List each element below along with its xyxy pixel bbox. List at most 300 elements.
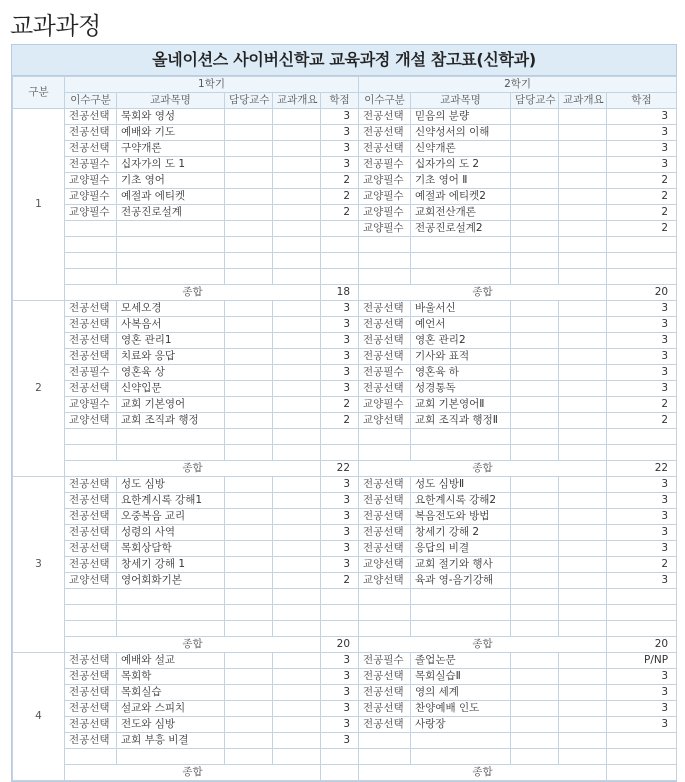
header-column: 이수구분 — [65, 93, 117, 109]
subject-name: 목회상담학 — [121, 542, 172, 554]
sem1-overview — [273, 173, 321, 189]
sem2-credits: P/NP — [607, 653, 677, 669]
sem2-overview — [559, 717, 607, 733]
sem1-credits — [321, 221, 359, 237]
category-name: 전공필수 — [363, 366, 404, 378]
table-row — [13, 141, 677, 157]
table-row — [13, 221, 677, 237]
sem1-professor — [225, 365, 273, 381]
sem2-category — [359, 605, 411, 621]
sem2-professor — [511, 429, 559, 445]
category-name: 전공선택 — [69, 526, 110, 538]
subject-name: 신약입문 — [121, 382, 162, 394]
group-label: 1 — [13, 109, 65, 301]
table-row — [13, 605, 677, 621]
sem2-overview — [559, 221, 607, 237]
sem1-category — [65, 573, 117, 589]
sem1-credits — [321, 445, 359, 461]
sem2-professor — [511, 397, 559, 413]
sem1-professor — [225, 701, 273, 717]
sem1-subject — [117, 173, 225, 189]
sem1-category — [65, 429, 117, 445]
sem2-professor — [511, 365, 559, 381]
sem2-credits: 3 — [607, 717, 677, 733]
sem2-overview — [559, 733, 607, 749]
category-name: 전공선택 — [69, 110, 110, 122]
sem2-professor — [511, 301, 559, 317]
sem2-professor — [511, 237, 559, 253]
sem1-overview — [273, 365, 321, 381]
sem1-subject — [117, 541, 225, 557]
sem1-overview — [273, 109, 321, 125]
sem2-professor — [511, 669, 559, 685]
sem1-professor — [225, 301, 273, 317]
subject-name: 믿음의 분량 — [415, 110, 470, 122]
table-row — [13, 157, 677, 173]
sem2-professor — [511, 173, 559, 189]
sem2-professor — [511, 477, 559, 493]
category-name: 교양필수 — [69, 398, 110, 410]
category-name: 교양필수 — [363, 174, 404, 186]
sem2-subject — [411, 365, 511, 381]
sem1-credits: 2 — [321, 397, 359, 413]
sem2-professor — [511, 589, 559, 605]
sem2-category — [359, 717, 411, 733]
sem1-total: 22 — [321, 461, 359, 477]
summary-row — [13, 637, 677, 653]
table-row — [13, 509, 677, 525]
sem1-category — [65, 125, 117, 141]
sem2-overview — [559, 557, 607, 573]
sem1-category — [65, 141, 117, 157]
sem1-credits: 3 — [321, 525, 359, 541]
sem1-credits: 3 — [321, 381, 359, 397]
sem2-overview — [559, 429, 607, 445]
sem1-subject — [117, 269, 225, 285]
table-row — [13, 205, 677, 221]
category-name: 전공선택 — [363, 702, 404, 714]
subject-name: 예절과 에티켓2 — [415, 190, 486, 202]
sem1-category — [65, 381, 117, 397]
sem1-subject — [117, 157, 225, 173]
sem1-overview — [273, 237, 321, 253]
sem1-category — [65, 349, 117, 365]
subject-name: 영의 세계 — [415, 686, 459, 698]
sem1-category — [65, 509, 117, 525]
table-row — [13, 429, 677, 445]
category-name: 교양선택 — [69, 414, 110, 426]
sem1-credits — [321, 253, 359, 269]
sem2-professor — [511, 605, 559, 621]
sem1-credits: 3 — [321, 685, 359, 701]
sem2-professor — [511, 221, 559, 237]
sem2-subject — [411, 333, 511, 349]
sem1-subject — [117, 221, 225, 237]
category-name: 교양선택 — [363, 414, 404, 426]
category-name: 교양필수 — [69, 174, 110, 186]
sem2-category — [359, 589, 411, 605]
sem1-category — [65, 397, 117, 413]
sem2-overview — [559, 653, 607, 669]
table-row — [13, 317, 677, 333]
category-name: 전공선택 — [69, 494, 110, 506]
category-name: 전공필수 — [363, 654, 404, 666]
sem1-subject — [117, 109, 225, 125]
sem2-professor — [511, 381, 559, 397]
sem1-overview — [273, 413, 321, 429]
subject-name: 교회 절기와 행사 — [415, 558, 493, 570]
category-name: 전공선택 — [363, 494, 404, 506]
sem1-professor — [225, 733, 273, 749]
sem1-category — [65, 589, 117, 605]
sem1-credits: 3 — [321, 509, 359, 525]
sem2-credits — [607, 621, 677, 637]
sem2-credits: 3 — [607, 381, 677, 397]
sem2-overview — [559, 125, 607, 141]
subject-name: 전도와 심방 — [121, 718, 176, 730]
sem2-subject — [411, 221, 511, 237]
sem1-professor — [225, 685, 273, 701]
sem2-professor — [511, 333, 559, 349]
sem1-overview — [273, 157, 321, 173]
sem1-overview — [273, 493, 321, 509]
subject-name: 십자가의 도 2 — [415, 158, 480, 170]
sem2-category — [359, 429, 411, 445]
sem1-category — [65, 525, 117, 541]
sem1-overview — [273, 557, 321, 573]
sem1-subject — [117, 477, 225, 493]
sem1-credits — [321, 429, 359, 445]
table-row — [13, 189, 677, 205]
header-column: 담당교수 — [225, 93, 273, 109]
sem1-credits: 3 — [321, 125, 359, 141]
sem1-overview — [273, 445, 321, 461]
sem1-subject — [117, 413, 225, 429]
sem1-professor — [225, 189, 273, 205]
sem2-overview — [559, 157, 607, 173]
summary-row — [13, 285, 677, 301]
sem1-credits: 3 — [321, 301, 359, 317]
sem1-subject — [117, 381, 225, 397]
sem1-category — [65, 749, 117, 765]
sem2-category — [359, 573, 411, 589]
sem2-subject — [411, 669, 511, 685]
sem1-overview — [273, 301, 321, 317]
sem1-overview — [273, 701, 321, 717]
subject-name: 신약개론 — [415, 142, 456, 154]
sem2-credits — [607, 589, 677, 605]
sem1-professor — [225, 557, 273, 573]
sem1-subject — [117, 749, 225, 765]
sem2-overview — [559, 205, 607, 221]
subject-name: 목회학 — [121, 670, 152, 682]
sem2-professor — [511, 269, 559, 285]
sem2-subject — [411, 317, 511, 333]
category-name: 교양필수 — [363, 222, 404, 234]
category-name: 전공필수 — [363, 158, 404, 170]
sem2-professor — [511, 445, 559, 461]
sem2-subject — [411, 557, 511, 573]
sem2-professor — [511, 141, 559, 157]
sem2-overview — [559, 397, 607, 413]
sem1-credits — [321, 269, 359, 285]
sem2-overview — [559, 189, 607, 205]
sem1-credits: 3 — [321, 349, 359, 365]
sem2-subject — [411, 173, 511, 189]
subject-name: 예절과 에티켓 — [121, 190, 186, 202]
category-name: 전공선택 — [69, 318, 110, 330]
sem1-professor — [225, 269, 273, 285]
sem1-credits: 2 — [321, 189, 359, 205]
sem2-credits: 3 — [607, 701, 677, 717]
sem2-credits: 3 — [607, 573, 677, 589]
curriculum-table — [12, 76, 677, 781]
table-row — [13, 525, 677, 541]
category-name: 전공선택 — [363, 142, 404, 154]
subject-name: 응답의 비결 — [415, 542, 470, 554]
category-name: 전공선택 — [363, 478, 404, 490]
sem2-category — [359, 317, 411, 333]
sem2-overview — [559, 621, 607, 637]
category-name: 전공선택 — [69, 718, 110, 730]
sem2-professor — [511, 749, 559, 765]
sem2-credits: 3 — [607, 125, 677, 141]
sem1-overview — [273, 749, 321, 765]
table-row — [13, 397, 677, 413]
category-name: 교양필수 — [363, 190, 404, 202]
sem1-credits — [321, 621, 359, 637]
sem1-professor — [225, 509, 273, 525]
sem2-credits — [607, 429, 677, 445]
sem2-subject — [411, 205, 511, 221]
sem2-overview — [559, 301, 607, 317]
subject-name: 교회 조직과 행정Ⅱ — [415, 414, 498, 426]
sem2-subject — [411, 157, 511, 173]
sem1-subject — [117, 509, 225, 525]
summary-label: 종합 — [359, 765, 607, 781]
sem1-category — [65, 653, 117, 669]
sem2-subject — [411, 749, 511, 765]
category-name: 전공선택 — [69, 350, 110, 362]
category-name: 전공선택 — [363, 318, 404, 330]
sem1-subject — [117, 189, 225, 205]
category-name: 전공선택 — [363, 350, 404, 362]
sem1-subject — [117, 733, 225, 749]
sem1-professor — [225, 669, 273, 685]
header-column: 교과개요 — [559, 93, 607, 109]
sem2-overview — [559, 445, 607, 461]
sem2-credits: 3 — [607, 509, 677, 525]
sem2-credits: 3 — [607, 365, 677, 381]
sem2-credits: 2 — [607, 173, 677, 189]
summary-row — [13, 765, 677, 781]
sem2-overview — [559, 669, 607, 685]
sem2-credits: 3 — [607, 333, 677, 349]
sem1-category — [65, 717, 117, 733]
table-row — [13, 445, 677, 461]
sem2-credits: 3 — [607, 317, 677, 333]
sem1-subject — [117, 125, 225, 141]
sem2-subject — [411, 509, 511, 525]
group-label: 3 — [13, 477, 65, 653]
sem2-total: 20 — [607, 285, 677, 301]
sem1-professor — [225, 413, 273, 429]
sem2-total: 20 — [607, 637, 677, 653]
table-row — [13, 269, 677, 285]
header-semester-1: 1학기 — [65, 77, 359, 93]
sem2-category — [359, 445, 411, 461]
sem1-credits: 3 — [321, 333, 359, 349]
sem2-credits: 3 — [607, 541, 677, 557]
table-row — [13, 733, 677, 749]
subject-name: 창세기 강해 1 — [121, 558, 186, 570]
sem2-overview — [559, 365, 607, 381]
sem2-subject — [411, 685, 511, 701]
subject-name: 목회실습 — [121, 686, 162, 698]
header-column: 학점 — [321, 93, 359, 109]
sem2-subject — [411, 237, 511, 253]
sem1-category — [65, 173, 117, 189]
table-row — [13, 365, 677, 381]
category-name: 전공선택 — [69, 382, 110, 394]
table-row — [13, 557, 677, 573]
sem2-professor — [511, 717, 559, 733]
sem1-subject — [117, 349, 225, 365]
table-row — [13, 413, 677, 429]
subject-name: 영어회화기본 — [121, 574, 182, 586]
sem1-category — [65, 221, 117, 237]
category-name: 전공필수 — [69, 366, 110, 378]
sem2-professor — [511, 733, 559, 749]
sem2-overview — [559, 333, 607, 349]
sem1-subject — [117, 365, 225, 381]
table-row — [13, 477, 677, 493]
sem1-category — [65, 493, 117, 509]
sem1-total: 20 — [321, 637, 359, 653]
sem2-professor — [511, 653, 559, 669]
category-name: 전공선택 — [69, 478, 110, 490]
category-name: 교양필수 — [69, 206, 110, 218]
subject-name: 목회실습Ⅱ — [415, 670, 461, 682]
subject-name: 요한계시록 강해1 — [121, 494, 203, 506]
sem2-subject — [411, 605, 511, 621]
header-column: 교과개요 — [273, 93, 321, 109]
sem2-overview — [559, 253, 607, 269]
sem2-category — [359, 397, 411, 413]
category-name: 전공선택 — [69, 334, 110, 346]
sem2-category — [359, 557, 411, 573]
sem1-category — [65, 189, 117, 205]
sem2-overview — [559, 605, 607, 621]
subject-name: 기초 영어 — [121, 174, 165, 186]
sem1-professor — [225, 125, 273, 141]
sem1-category — [65, 621, 117, 637]
sem2-overview — [559, 685, 607, 701]
sem1-category — [65, 269, 117, 285]
sem1-overview — [273, 605, 321, 621]
category-name: 교양필수 — [69, 190, 110, 202]
sem1-subject — [117, 525, 225, 541]
sem2-subject — [411, 653, 511, 669]
subject-name: 영혼 관리1 — [121, 334, 172, 346]
sem2-category — [359, 109, 411, 125]
sem2-subject — [411, 141, 511, 157]
sem1-professor — [225, 445, 273, 461]
sem2-category — [359, 509, 411, 525]
sem1-overview — [273, 573, 321, 589]
summary-label: 종합 — [65, 285, 321, 301]
summary-label: 종합 — [65, 765, 321, 781]
category-name: 전공선택 — [69, 654, 110, 666]
subject-name: 구약개론 — [121, 142, 162, 154]
sem2-category — [359, 653, 411, 669]
subject-name: 영혼 관리2 — [415, 334, 466, 346]
sem2-credits — [607, 445, 677, 461]
sem2-category — [359, 189, 411, 205]
sem2-category — [359, 157, 411, 173]
subject-name: 묵회와 영성 — [121, 110, 176, 122]
sem2-subject — [411, 429, 511, 445]
table-row — [13, 109, 677, 125]
sem1-professor — [225, 493, 273, 509]
category-name: 전공선택 — [363, 302, 404, 314]
subject-name: 기사와 표적 — [415, 350, 470, 362]
sem1-overview — [273, 269, 321, 285]
header-group: 구분 — [13, 77, 65, 109]
subject-name: 사랑장 — [415, 718, 446, 730]
sem2-professor — [511, 125, 559, 141]
sem2-category — [359, 349, 411, 365]
sem1-credits: 3 — [321, 653, 359, 669]
sem2-category — [359, 525, 411, 541]
sem1-professor — [225, 205, 273, 221]
category-name: 전공선택 — [69, 542, 110, 554]
subject-name: 치료와 응답 — [121, 350, 176, 362]
sem2-category — [359, 141, 411, 157]
sem2-professor — [511, 701, 559, 717]
sem1-category — [65, 205, 117, 221]
sem1-category — [65, 365, 117, 381]
sem1-credits: 3 — [321, 701, 359, 717]
sem2-credits: 3 — [607, 109, 677, 125]
sem1-credits: 2 — [321, 413, 359, 429]
subject-name: 찬양예배 인도 — [415, 702, 480, 714]
sem1-subject — [117, 493, 225, 509]
sem2-category — [359, 749, 411, 765]
sem1-professor — [225, 221, 273, 237]
sem2-overview — [559, 493, 607, 509]
sem1-professor — [225, 253, 273, 269]
subject-name: 교회전산개론 — [415, 206, 476, 218]
category-name: 교양필수 — [363, 206, 404, 218]
sem1-credits — [321, 589, 359, 605]
sem1-overview — [273, 349, 321, 365]
subject-name: 영혼육 하 — [415, 366, 459, 378]
sem2-subject — [411, 589, 511, 605]
sem2-total — [607, 765, 677, 781]
sem1-overview — [273, 333, 321, 349]
sem1-category — [65, 237, 117, 253]
sem1-category — [65, 445, 117, 461]
table-row — [13, 493, 677, 509]
subject-name: 영혼육 상 — [121, 366, 165, 378]
sem1-category — [65, 685, 117, 701]
sem2-professor — [511, 189, 559, 205]
group-label: 4 — [13, 653, 65, 781]
sem1-credits: 3 — [321, 717, 359, 733]
sem1-overview — [273, 477, 321, 493]
table-header — [13, 77, 677, 109]
